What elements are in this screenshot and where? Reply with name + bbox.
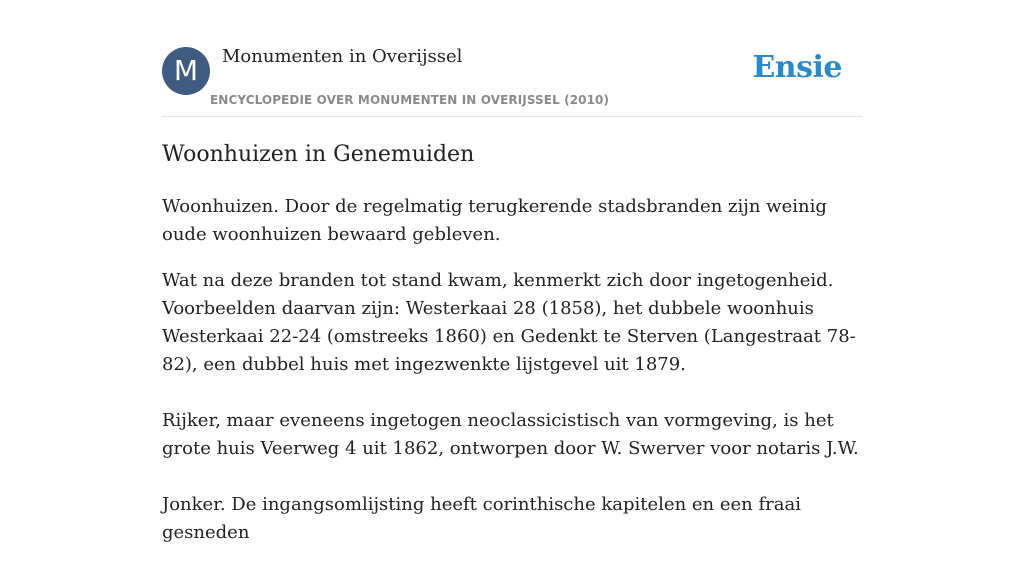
source-subtitle: ENCYCLOPEDIE OVER MONUMENTEN IN OVERIJSSEL (2010) [210, 93, 610, 107]
article-paragraph: Wat na deze branden tot stand kwam, kenmerkt zich door ingetogenheid. Voorbeelden daarvan zijn: Westerkaai 28 (1858), het dubbele woonhuis Westerkaai 22-24 (omstreeks 1860) en Gedenkt te Sterven (Langestraat 78-82), een dubbel huis met ingezwenkte lijstgevel uit 1879. [162, 270, 856, 375]
brand-logo[interactable]: Ensie [752, 50, 842, 85]
article-paragraph: Jonker. De ingangsomlijsting heeft corinthische kapitelen en een fraai gesneden [162, 494, 801, 543]
source-header [162, 44, 862, 117]
article-paragraph: Woonhuizen. Door de regelmatig terugkerende stadsbranden zijn weinig oude woonhuizen bewaard gebleven. [162, 196, 827, 245]
avatar[interactable]: M [162, 47, 210, 95]
page-title: Woonhuizen in Genemuiden [162, 142, 475, 167]
article-paragraph: Rijker, maar eveneens ingetogen neoclassicistisch van vormgeving, is het grote huis Veerweg 4 uit 1862, ontworpen door W. Swerver voor notaris J.W. [162, 410, 859, 459]
article-content [162, 139, 862, 565]
source-title[interactable]: Monumenten in Overijssel [222, 46, 463, 67]
